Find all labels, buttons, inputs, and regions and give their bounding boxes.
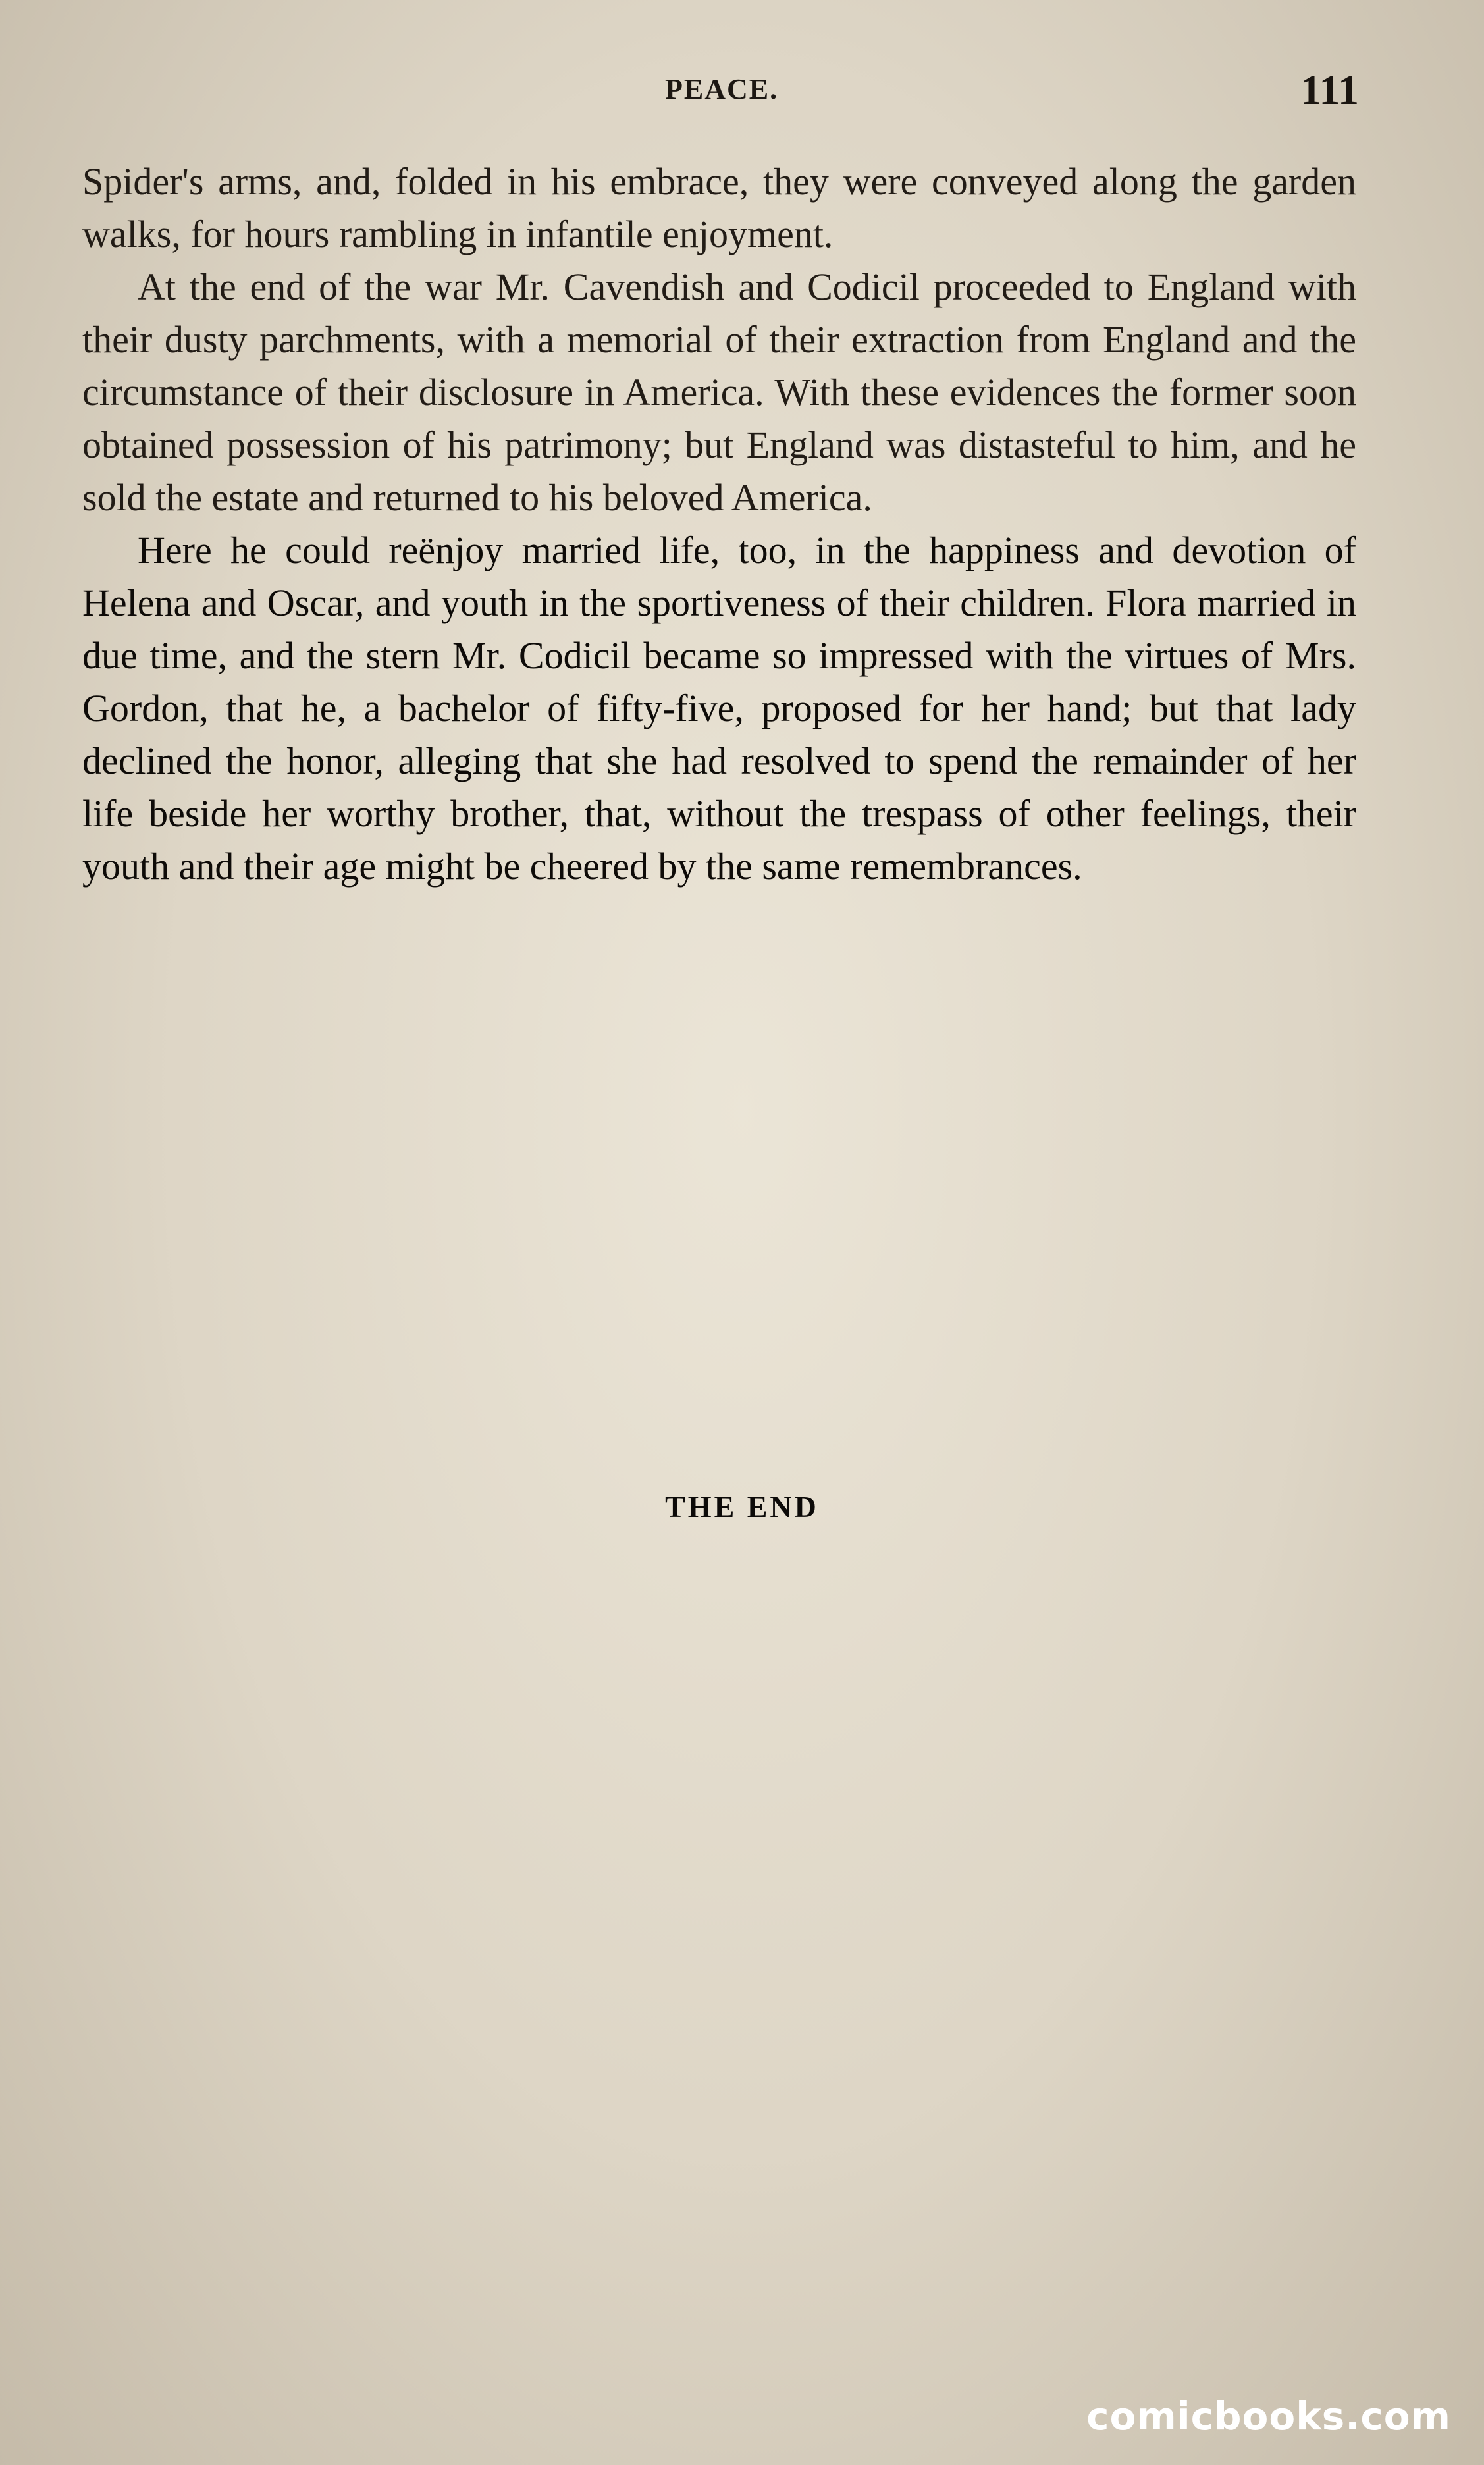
page-number: 111 <box>1300 66 1359 113</box>
show-through-texture <box>132 1304 1356 1363</box>
body-text <box>82 155 1356 893</box>
running-head: PEACE. <box>665 73 779 105</box>
paragraph: At the end of the war Mr. Cavendish and Codicil proceeded to England with their dusty parchments, with a memorial of their extraction from England and the circumstance of their disclosure in America. With these evidences the former soon obtained possession of his patrimony; but England was distasteful to him, and he sold the estate and returned to his beloved America. <box>82 265 1356 519</box>
page-header <box>0 66 1484 119</box>
paragraph: Here he could reënjoy married life, too, in the happiness and devotion of Helena and Oscar, and youth in the sportiveness of their children. Flora married in due time, and the stern Mr. Codicil became so impressed with the virtues of Mrs. Gordon, that he, a bachelor of fifty-five, proposed for her hand; but that lady declined the honor, alleging that she had resolved to spend the remainder of her life beside her worthy brother, that, without the trespass of other feelings, their youth and their age might be cheered by the same remembrances. <box>82 529 1356 888</box>
the-end-label: THE END <box>665 1490 819 1524</box>
watermark-logo: comicbooks.com <box>1086 2394 1451 2439</box>
paragraph: Spider's arms, and, folded in his embrace, they were conveyed along the garden walks, for hours rambling in infantile enjoyment. <box>82 160 1356 255</box>
